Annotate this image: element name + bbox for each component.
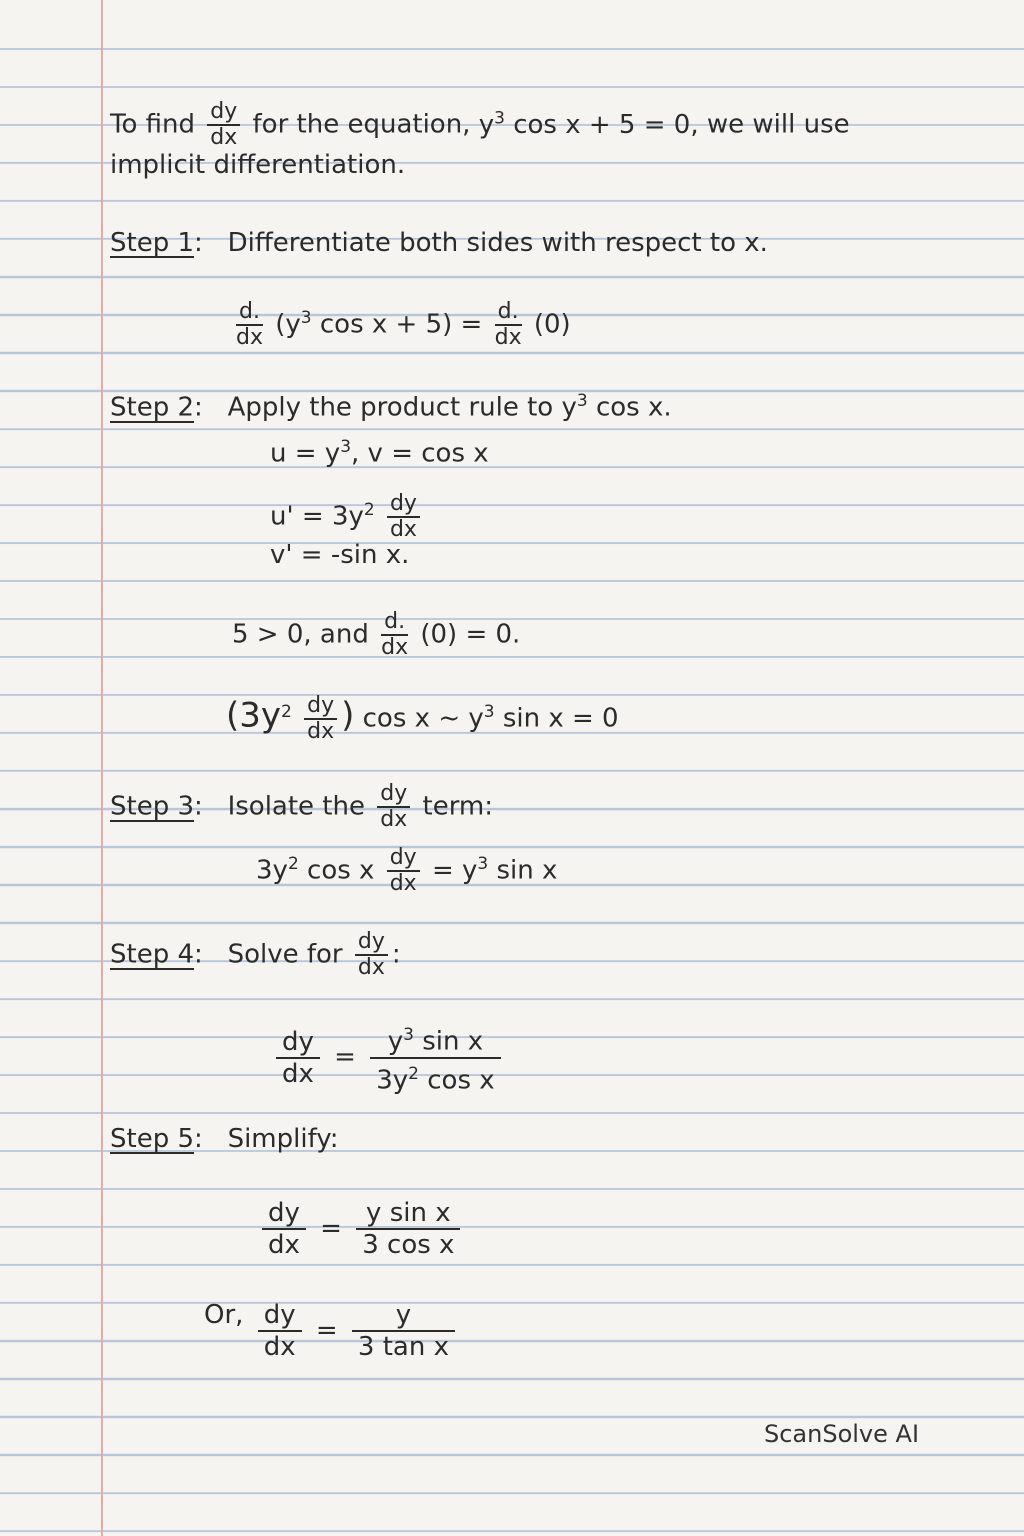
exponent: 3 [494,107,505,128]
equals-sign: = [334,1042,356,1073]
lhs: (y [275,309,301,340]
colon: : [391,939,401,970]
denominator: dx [210,125,238,150]
step4-heading: Step 4: Solve for $\frac{dy}{dx}$ : [110,929,401,980]
numerator: dy [258,1300,302,1332]
step1-equation [232,300,571,350]
tan-fraction [352,1300,455,1362]
numerator: dy [387,846,420,872]
step5-heading: Step 5: Simplify: [110,1124,339,1154]
denominator: 3 tan x [357,1332,449,1362]
denominator [370,1059,500,1096]
denominator: dx [380,807,408,832]
step3-heading: Step 3: Isolate the $\frac{dy}{dx}$ term: [110,781,494,832]
denominator: dx [307,719,335,744]
denominator: dx [357,955,385,980]
step3-equation [256,846,557,896]
close-paren: ) [341,695,355,736]
v-prime: v' = -sin x. [270,540,410,570]
u-v-definition [270,432,489,469]
denominator: dx [236,325,263,350]
constant-text: (0) = 0. [420,619,521,650]
rhs: (0) [533,309,571,340]
eq-rest: cos x + 5 = 0, [513,109,699,140]
denominator: dx [282,1058,314,1089]
denominator: dx [494,325,522,350]
y-term: ~ y [438,703,484,734]
v-def: , v = cos x [351,438,489,469]
d-dx-operator [381,610,408,660]
term: 3y [256,855,288,886]
cos-term: cos x [362,703,431,734]
u-prime-text: u' = 3y [270,501,364,532]
constant-derivative [232,610,520,660]
sin-term: sin x = 0 [502,703,619,734]
intro-line-2: implicit differentiation. [110,150,406,180]
step-label: Step 5 [110,1124,195,1154]
intro-text: To find [110,109,195,140]
equals-sign: = [315,1315,338,1346]
numerator: dy [304,694,337,720]
simplified-fraction [356,1198,460,1260]
dy-dx-fraction [276,1027,320,1089]
d-dx-operator [236,300,263,350]
solution-fraction [370,1020,500,1095]
step-text: Simplify: [227,1124,339,1154]
numerator: d. [381,610,408,636]
dy-dx-fraction [377,782,410,832]
u-def: u = y [270,438,341,469]
intro-text: for the equation, [252,109,471,140]
step-text: Apply the product rule to y [227,392,577,423]
notebook-margin-line [101,0,103,1536]
scansolve-watermark: ScanSolve AI [764,1420,920,1448]
exponent: 3 [340,437,352,457]
num-y: y [387,1026,404,1057]
dy-dx-fraction [262,1198,306,1260]
constant-text: 5 > 0, and [232,619,369,650]
denominator: dx [389,871,417,896]
den-cos: cos x [427,1065,495,1096]
exponent: 2 [281,701,292,722]
numerator: d. [495,300,522,326]
step5-alternate [204,1300,461,1362]
numerator: dy [207,100,240,126]
intro-text: we will use [706,109,850,140]
numerator: d. [236,300,263,326]
numerator [370,1020,500,1059]
equals-sign: = [460,309,483,340]
exponent: 3 [477,853,489,874]
step-text: Solve for [227,939,343,970]
step-text: cos x. [595,392,672,423]
numerator: y [352,1300,455,1332]
step2-heading: Step 2: Apply the product rule to $y^3$ cos x. [110,391,672,423]
step5-simplified [256,1198,466,1260]
denominator: 3 cos x [362,1230,455,1260]
equation [478,107,699,140]
eq-y: y [478,109,495,140]
step-text: Differentiate both sides with respect to x. [227,228,768,258]
dy-dx-fraction [304,694,337,744]
term: cos x [307,855,375,886]
u-prime [270,492,424,542]
step-label: Step 3 [110,791,195,822]
or-label: Or, [204,1300,244,1330]
dy-dx-fraction [355,930,388,980]
dy-dx-fraction [387,492,420,542]
den-3y: 3y [376,1065,409,1096]
equals-sign: = [320,1213,342,1244]
denominator: dx [268,1230,300,1260]
product-rule-result [226,694,619,744]
numerator: dy [276,1027,320,1059]
exponent: 3 [403,1025,414,1045]
denominator: dx [263,1332,296,1362]
numerator: dy [262,1198,306,1230]
term: = y [431,855,478,886]
denominator: dx [389,517,417,542]
lhs-rest: cos x + 5) [319,309,453,340]
denominator: dx [381,635,409,660]
intro-line-1 [110,100,850,150]
step1-heading: Step 1: Differentiate both sides with respect to x. [110,228,768,258]
step-text: term: [422,791,494,822]
num-sin: sin x [422,1026,484,1057]
step-label: Step 2 [110,392,195,423]
numerator: y sin x [356,1198,460,1230]
term: sin x [496,855,558,886]
exponent: 3 [483,701,495,722]
step-label: Step 1 [110,228,195,258]
exponent: 2 [408,1063,419,1084]
exponent: 2 [287,853,299,874]
exponent: 2 [363,499,375,520]
exponent: 3 [300,307,312,328]
dy-dx-fraction [207,100,240,150]
open-paren: (3y [226,695,282,736]
step-text: Isolate the [227,791,365,822]
dy-dx-fraction [258,1300,302,1362]
numerator: dy [377,782,410,808]
exponent: 3 [576,391,588,411]
d-dx-operator [495,300,522,350]
step-label: Step 4 [110,939,195,970]
numerator: dy [355,930,388,956]
numerator: dy [387,492,420,518]
step4-solution [270,1020,507,1095]
dy-dx-fraction [387,846,420,896]
